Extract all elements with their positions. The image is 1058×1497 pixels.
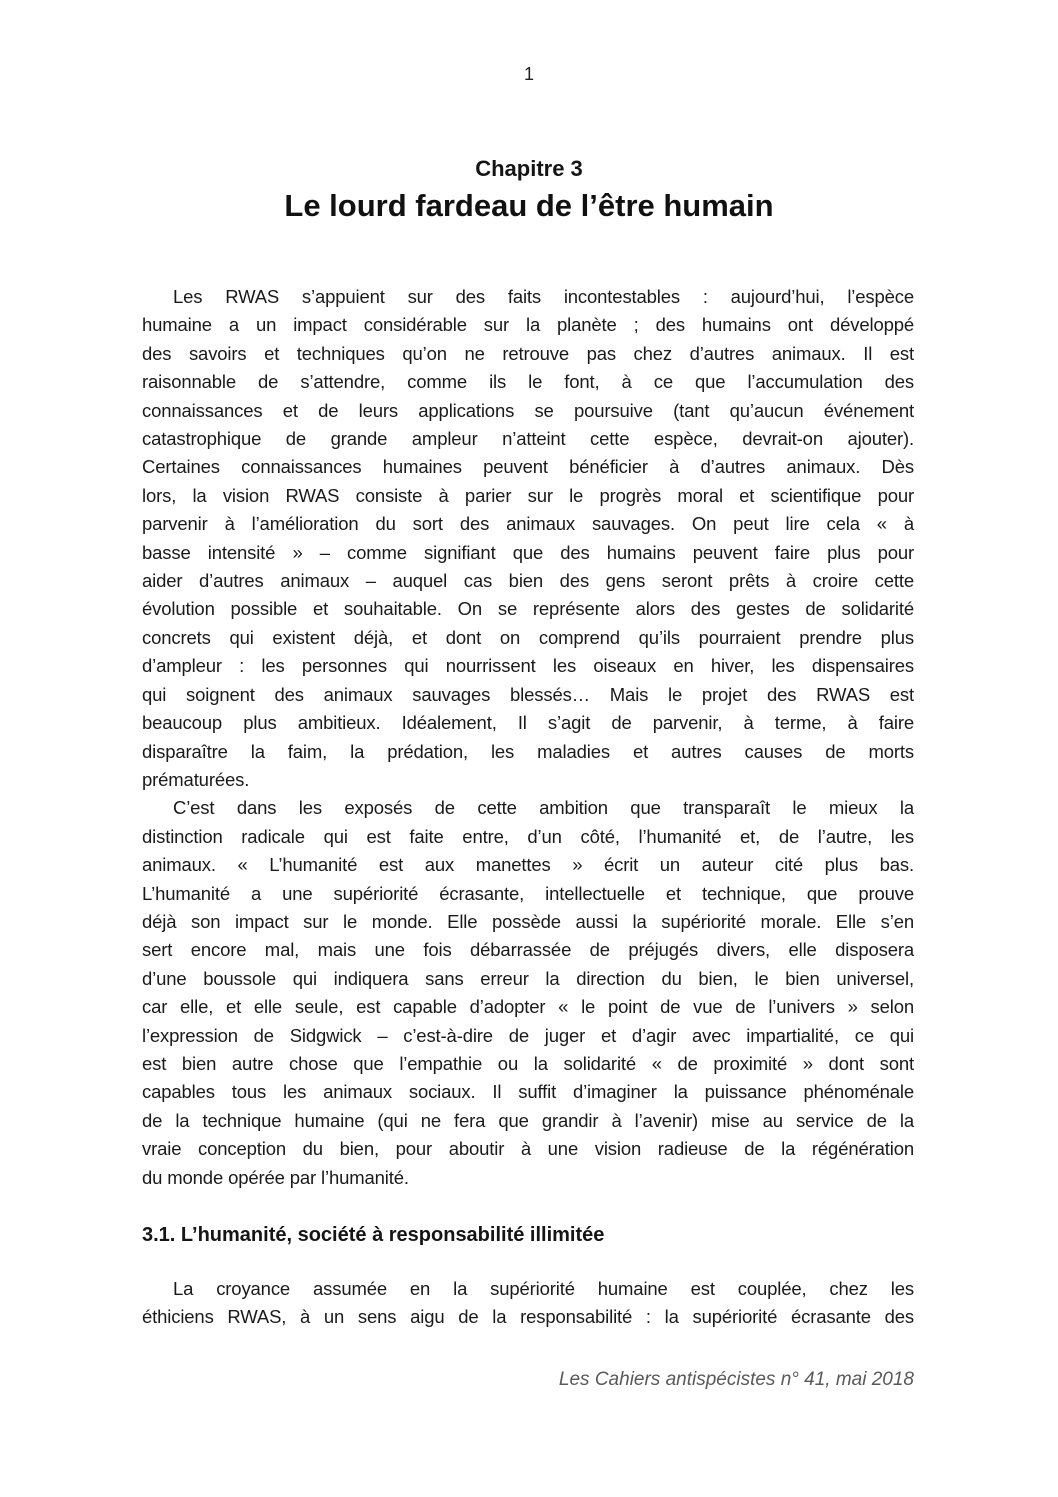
text-line: sert encore mal, mais une fois débarrassée de préjugés divers, elle disposera bbox=[142, 939, 914, 961]
text-line: Certaines connaissances humaines peuvent bénéficier à d’autres animaux. Dès bbox=[142, 456, 914, 478]
body-text bbox=[142, 283, 914, 1192]
paragraph-2 bbox=[142, 794, 914, 1192]
text-line: est bien autre chose que l’empathie ou la solidarité « de proximité » dont sont bbox=[142, 1052, 914, 1074]
paragraph-3 bbox=[142, 1275, 914, 1332]
text-line: du monde opérée par l’humanité. bbox=[142, 1166, 409, 1188]
text-line: La croyance assumée en la supériorité humaine est couplée, chez les bbox=[173, 1278, 914, 1299]
text-line: qui soignent des animaux sauvages blessés… Mais le projet des RWAS est bbox=[142, 683, 914, 705]
text-line: parvenir à l’amélioration du sort des animaux sauvages. On peut lire cela « à bbox=[142, 513, 914, 535]
text-line: L’humanité a une supériorité écrasante, intellectuelle et technique, que prouve bbox=[142, 882, 914, 904]
text-line: d’une boussole qui indiquera sans erreur la direction du bien, le bien universel, bbox=[142, 967, 914, 989]
section-heading: 3.1. L’humanité, société à responsabilité illimitée bbox=[142, 1224, 605, 1246]
text-line: basse intensité » – comme signifiant que des humains peuvent faire plus pour bbox=[142, 541, 914, 563]
text-line: des savoirs et techniques qu’on ne retrouve pas chez d’autres animaux. Il est bbox=[142, 342, 914, 364]
chapter-title: Le lourd fardeau de l’être humain bbox=[284, 188, 774, 223]
text-line: C’est dans les exposés de cette ambition que transparaît le mieux la bbox=[173, 797, 914, 819]
paragraph-1 bbox=[142, 283, 914, 794]
text-line: l’expression de Sidgwick – c’est-à-dire de juger et d’agir avec impartialité, ce qui bbox=[142, 1024, 914, 1046]
text-line: car elle, et elle seule, est capable d’adopter « le point de vue de l’univers » selon bbox=[142, 996, 914, 1018]
page-number: 1 bbox=[523, 64, 534, 84]
text-line: d’ampleur : les personnes qui nourrissent les oiseaux en hiver, les dispensaires bbox=[142, 655, 914, 677]
text-line: distinction radicale qui est faite entre, d’un côté, l’humanité et, de l’autre, les bbox=[142, 825, 914, 847]
text-line: éthiciens RWAS, à un sens aigu de la responsabilité : la supériorité écrasante des bbox=[142, 1306, 914, 1328]
text-line: vraie conception du bien, pour aboutir à une vision radieuse de la régénération bbox=[142, 1138, 914, 1160]
text-line: humaine a un impact considérable sur la planète ; des humains ont développé bbox=[142, 314, 914, 336]
text-line: lors, la vision RWAS consiste à parier sur le progrès moral et scientifique pour bbox=[142, 484, 914, 506]
text-line: concrets qui existent déjà, et dont on comprend qu’ils pourraient prendre plus bbox=[142, 626, 914, 648]
chapter-heading: Chapitre 3 bbox=[475, 156, 583, 181]
text-line: capables tous les animaux sociaux. Il suffit d’imaginer la puissance phénoménale bbox=[142, 1081, 914, 1103]
text-line: évolution possible et souhaitable. On se représente alors des gestes de solidarité bbox=[142, 598, 914, 620]
text-line: prématurées. bbox=[142, 768, 250, 790]
text-line: catastrophique de grande ampleur n’atteint cette espèce, devrait-on ajouter). bbox=[142, 428, 914, 450]
text-line: animaux. « L’humanité est aux manettes » écrit un auteur cité plus bas. bbox=[142, 854, 914, 876]
text-line: connaissances et de leurs applications se poursuive (tant qu’aucun événement bbox=[142, 399, 914, 421]
text-column bbox=[142, 283, 914, 1392]
footer-citation: Les Cahiers antispécistes n° 41, mai 2018 bbox=[558, 1368, 914, 1390]
text-line: raisonnable de s’attendre, comme ils le font, à ce que l’accumulation des bbox=[142, 371, 914, 393]
text-line: beaucoup plus ambitieux. Idéalement, Il s’agit de parvenir, à terme, à faire bbox=[142, 712, 914, 734]
text-line: déjà son impact sur le monde. Elle possède aussi la supériorité morale. Elle s’en bbox=[142, 910, 914, 932]
text-line: de la technique humaine (qui ne fera que grandir à l’avenir) mise au service de la bbox=[142, 1109, 914, 1131]
text-line: Les RWAS s’appuient sur des faits incontestables : aujourd’hui, l’espèce bbox=[173, 286, 914, 307]
text-line: aider d’autres animaux – auquel cas bien des gens seront prêts à croire cette bbox=[142, 570, 914, 592]
text-line: disparaître la faim, la prédation, les maladies et autres causes de morts bbox=[142, 740, 914, 762]
